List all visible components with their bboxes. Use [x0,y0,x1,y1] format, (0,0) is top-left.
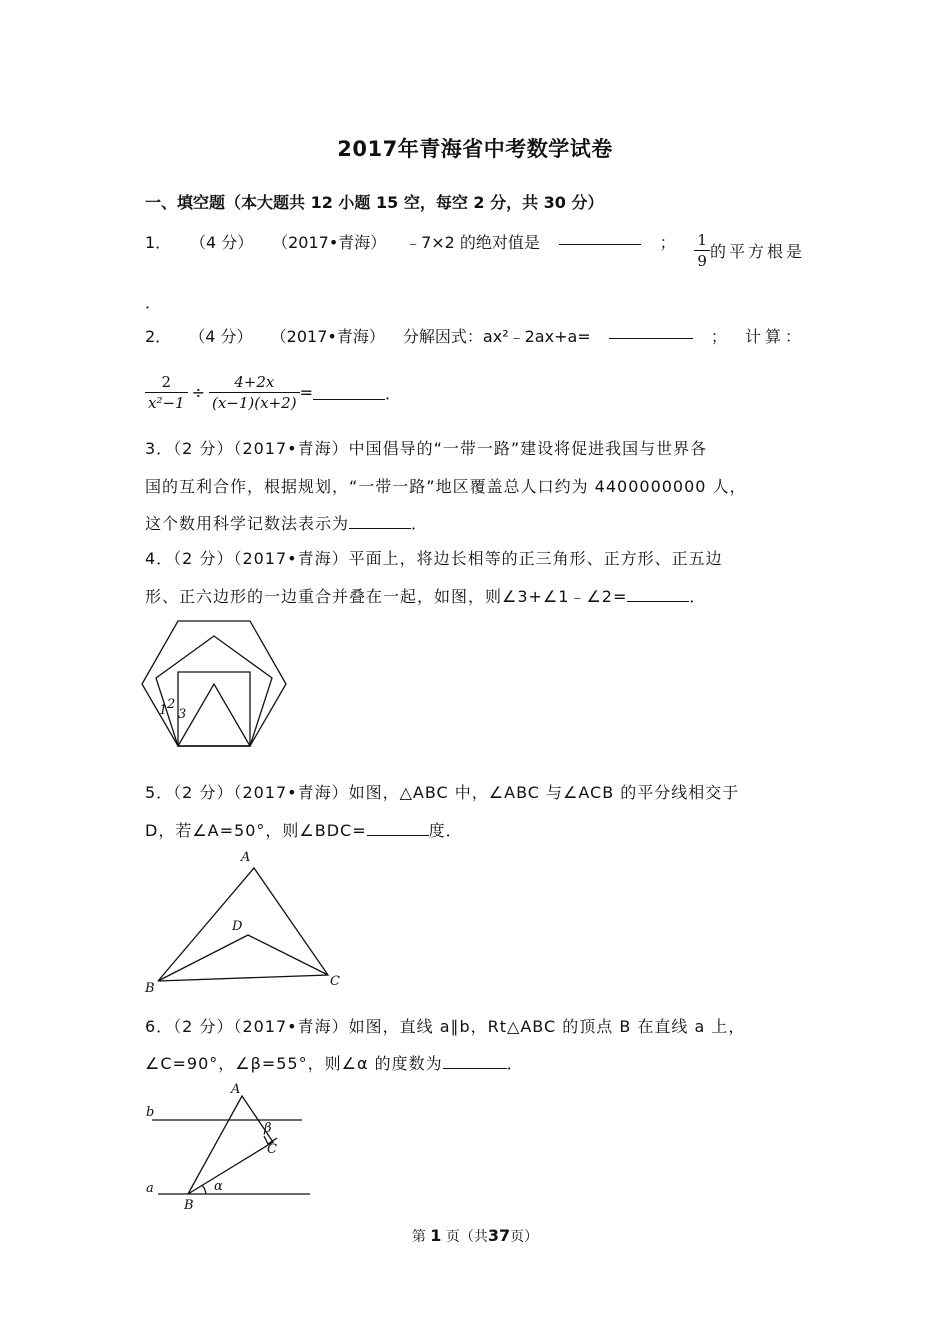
line-b-label: b [146,1105,155,1120]
q2-text-b: 计算： [744,327,805,346]
alpha-arc [202,1185,206,1194]
angle-label-2: 2 [167,697,176,712]
q1-number: 1． [145,233,172,252]
vertex-c: C [330,974,340,989]
q1-source: （2017•青海） [272,233,387,252]
q6-line-2: ∠C=90°，∠β=55°，则∠α 的度数为 ． [145,1054,524,1073]
polygons-figure [140,614,295,752]
vertex-b: B [145,981,155,996]
q1-end: ． [145,293,163,312]
beta-label: β [264,1121,272,1136]
q2-fraction-1: $\frac{2}{\text{x²−1}}$ [145,372,188,413]
answer-blank[interactable] [367,821,429,836]
point-d: D [232,919,243,934]
q1-score: （4 分） [190,233,254,252]
q3-line-3: 这个数用科学记数法表示为 ． [145,514,429,533]
page-number: 1 [430,1226,442,1245]
q2-formula [145,372,401,413]
q1-fraction: $\frac{1}{9}$ [694,230,710,271]
parallel-lines-figure [140,1082,320,1214]
q4-line-1: 4．（2 分）（2017•青海）平面上，将边长相等的正三角形、正方形、正五边 [145,549,723,568]
q2-score: （4 分） [189,327,253,346]
page-total: 37 [487,1226,511,1245]
angle-label-1: 1 [159,703,168,718]
answer-blank[interactable] [559,230,641,245]
answer-blank[interactable] [349,514,411,529]
section-heading: 一、填空题（本大题共 12 小题 15 空，每空 2 分，共 30 分） [145,193,604,212]
angle-label-3: 3 [178,707,187,722]
q1-text-b: 的平方根是 [709,242,805,261]
vertex-a: A [231,1082,241,1097]
alpha-label: α [214,1179,223,1194]
q1-separator: ； [659,233,676,252]
pentagon-shape [156,636,272,746]
question-1 [145,230,805,271]
page-title: 2017年青海省中考数学试卷 [337,137,613,161]
q5-line-2: D，若∠A=50°，则∠BDC= 度． [145,821,463,840]
q2-separator: ； [710,327,727,346]
q4-line-2: 形、正六边形的一边重合并叠在一起，如图，则∠3+∠1﹣∠2= ． [145,587,707,606]
line-a-label: a [146,1181,154,1196]
answer-blank[interactable] [313,385,385,400]
vertex-c: C [267,1142,277,1157]
q2-number: 2． [145,327,172,346]
q2-fraction-2: $\frac{4+2x}{(x-1)(x+2)}$ [209,372,300,413]
answer-blank[interactable] [627,587,689,602]
triangle-abc-figure [140,846,350,996]
triangle-shape [178,684,250,746]
q3-line-1: 3．（2 分）（2017•青海）中国倡导的“一带一路”建设将促进我国与世界各 [145,439,708,458]
vertex-a: A [241,850,251,865]
right-triangle [188,1096,273,1194]
vertex-b: B [184,1198,194,1213]
q2-text-a: 分解因式：ax²﹣2ax+a= [402,327,591,346]
q6-line-1: 6．（2 分）（2017•青海）如图，直线 a∥b，Rt△ABC 的顶点 B 在直线 a 上， [145,1017,746,1036]
answer-blank[interactable] [443,1054,507,1069]
answer-blank[interactable] [609,324,693,339]
bisector-lines [158,935,328,981]
q5-line-1: 5．（2 分）（2017•青海）如图，△ABC 中，∠ABC 与∠ACB 的平分线相交于 [145,783,740,802]
question-2 [145,324,805,347]
q3-line-2: 国的互利合作，根据规划，“一带一路”地区覆盖总人口约为 4400000000 人， [145,477,747,496]
q2-source: （2017•青海） [270,327,385,346]
page-footer: 第 1 页（共37页） [411,1226,539,1245]
triangle-abc [158,868,328,981]
q2-end: ． [384,384,401,403]
q1-text-a: ﹣7×2 的绝对值是 [405,233,540,252]
q2-divide: ÷ [191,383,205,402]
q2-equals: = [299,383,313,402]
